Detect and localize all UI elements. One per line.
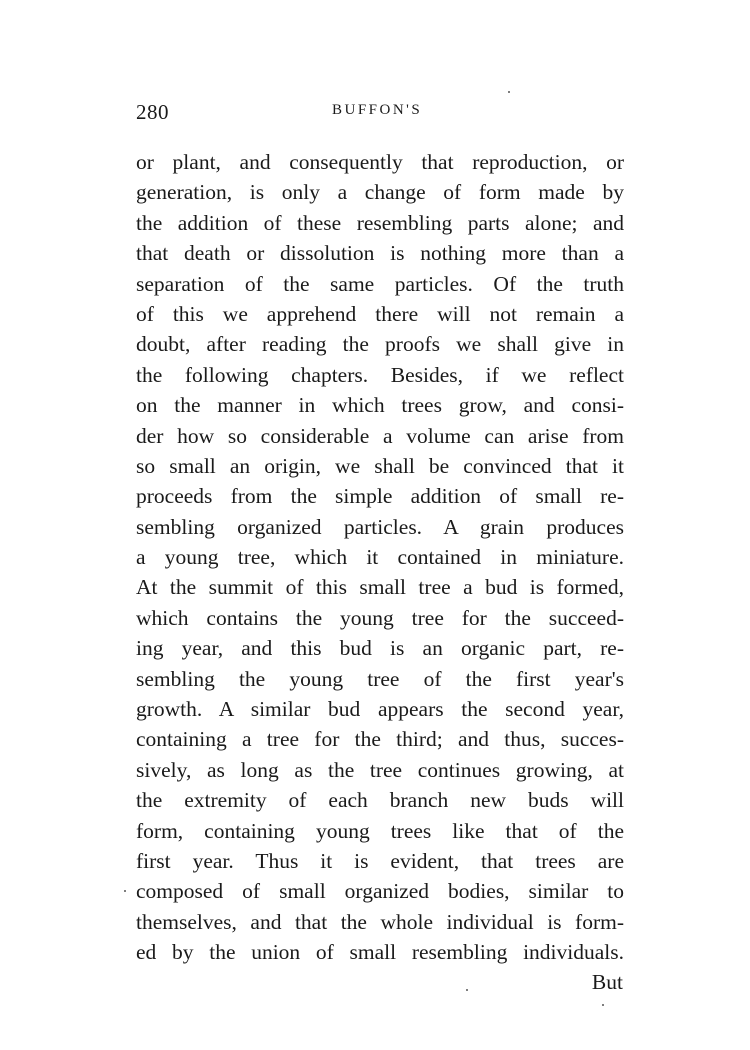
text-line: form, containing young trees like that of the [136, 818, 624, 843]
paper-speck [508, 91, 510, 93]
text-line: the following chapters. Besides, if we reflect [136, 362, 624, 387]
text-line: doubt, after reading the proofs we shall give in [136, 332, 624, 357]
text-line: of this we apprehend there will not remain a [136, 301, 624, 326]
text-line: that death or dissolution is nothing more than a [136, 241, 624, 266]
text-line: separation of the same particles. Of the truth [136, 271, 624, 296]
text-line: sively, as long as the tree continues growing, at [136, 757, 624, 782]
text-line: At the summit of this small tree a bud is formed, [136, 575, 624, 600]
text-line: so small an origin, we shall be convinced that it [136, 453, 624, 478]
text-line: sembling the young tree of the first year's [136, 666, 624, 691]
text-line: ed by the union of small resembling individuals. [136, 940, 624, 965]
text-line: on the manner in which trees grow, and consi- [136, 393, 624, 418]
page-number: 280 [136, 100, 169, 124]
text-line: themselves, and that the whole individual is form- [136, 909, 624, 934]
text-line: the extremity of each branch new buds will [136, 788, 624, 813]
paper-speck [466, 989, 468, 991]
page-header [136, 100, 624, 130]
text-line: which contains the young tree for the succeed- [136, 605, 624, 630]
paper-speck [602, 1004, 604, 1006]
text-line: or plant, and consequently that reproduction, or [136, 150, 624, 174]
text-line: first year. Thus it is evident, that trees are [136, 848, 624, 873]
paper-speck [124, 890, 126, 892]
text-line: sembling organized particles. A grain produces [136, 514, 624, 539]
text-line: ing year, and this bud is an organic part, re- [136, 636, 624, 661]
body-text [136, 147, 624, 968]
text-line: containing a tree for the third; and thus, succes- [136, 727, 624, 752]
text-line: the addition of these resembling parts alone; and [136, 210, 624, 235]
catchword: But [591, 970, 623, 994]
text-line: growth. A similar bud appears the second year, [136, 697, 624, 722]
text-line: proceeds from the simple addition of small re- [136, 484, 624, 509]
text-line: composed of small organized bodies, similar to [136, 879, 624, 904]
text-line: generation, is only a change of form made by [136, 180, 624, 205]
running-head: BUFFON'S [332, 102, 423, 118]
text-line: a young tree, which it contained in miniature. [136, 545, 624, 570]
text-line: der how so considerable a volume can arise from [136, 423, 624, 448]
